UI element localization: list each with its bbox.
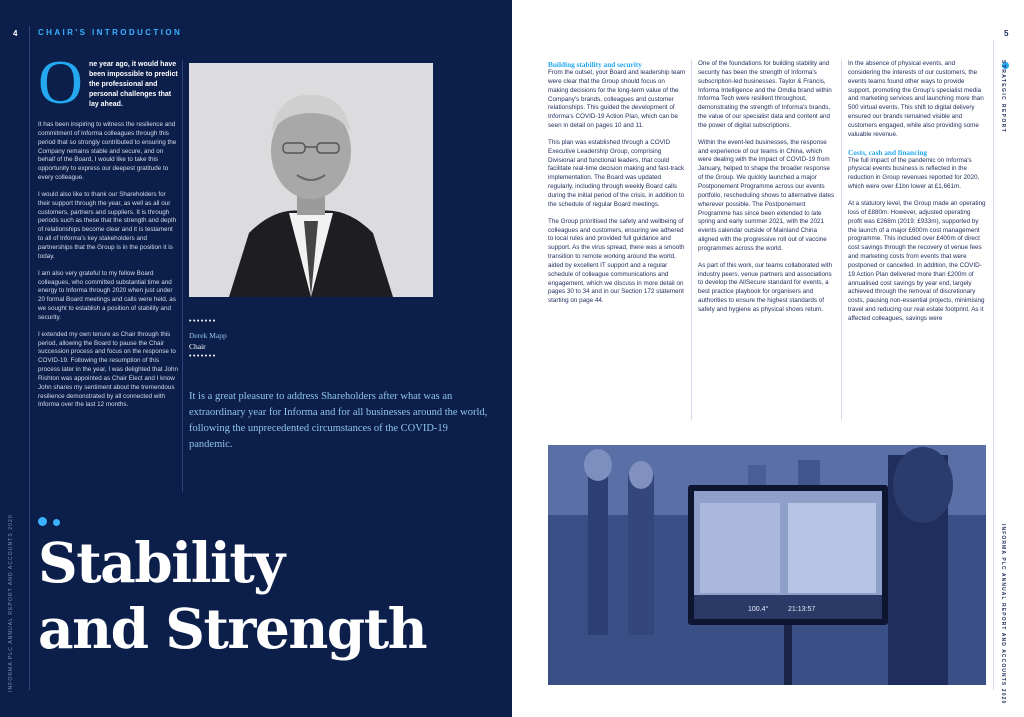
divider-dots: •••••••	[189, 318, 217, 325]
dot-icon	[38, 517, 47, 526]
page-number-right: 5	[1004, 29, 1009, 38]
section-heading: Building stability and security	[548, 60, 642, 69]
signatory-name: Derek Mapp	[189, 331, 227, 340]
page-number-left: 4	[13, 29, 18, 38]
chair-portrait-photo	[189, 63, 433, 297]
dot-icon	[53, 519, 60, 526]
right-margin-rule	[993, 40, 994, 690]
column-rule	[841, 60, 842, 420]
text-column-2	[698, 60, 836, 323]
paragraph: The Group prioritised the safety and wellbeing of colleagues and customers, ensuring we adhered to local rules and provided full guidance and support. As the virus spread, there was a smooth transition to remote working around the world, aided by excellent IT support and a regular schedule of colleague communications and engagement, which we discuss in more detail on pages 30 to 34 and in our Section 172 statement starting on page 44.	[548, 217, 685, 305]
paragraph: In the absence of physical events, and considering the interests of our customers, the events teams found other ways to provide support, promoting the Group's specialist media and marketing services and launching more than 500 virtual events. This shift to digital delivery ensured our brands remained visible and customers engaged, while also providing some valuable revenue.	[848, 60, 984, 138]
report-side-text-right: INFORMA PLC ANNUAL REPORT AND ACCOUNTS 2020	[1000, 524, 1006, 705]
portrait-illustration	[189, 63, 433, 297]
section-heading: Costs, cash and financing	[848, 147, 928, 157]
drop-cap: O	[38, 49, 83, 117]
paragraph: I would also like to thank our Shareholders for their support through the year, as well as all our customers, partners and suppliers. It is through periods such as these that the strength and depth of relationships become clear and it is testament to all of Informa's key stakeholders and partnerships that the Group is in the position it is today.	[38, 190, 177, 260]
paragraph: I am also very grateful to my fellow Board colleagues, who committed substantial time and energy to Informa through 2020 when just under 20 formal Board meetings and calls were held, as we sought to establish a position of stability and security.	[38, 269, 176, 321]
paragraph: One of the foundations for building stability and security has been the strength of Informa's subscription-led businesses. Taylor & Francis, Informa Intelligence and the Omdia brand within Informa Tech were resilient throughout, demonstrating the strength of Informa's brands, the value of our specialist data and content and the power of digital subscriptions.	[698, 60, 832, 129]
paragraph: As part of this work, our teams collaborated with industry peers, venue partners and associations to develop the AllSecure standard for events, a best practice playbook for organisers and authorities to ensure the highest standards of safety and hygiene as physical shows return.	[698, 261, 833, 313]
intro-text: ne year ago, it would have been impossible to predict the professional and personal challenges that lay ahead.	[89, 61, 178, 108]
paragraph: This plan was established through a COVID Executive Leadership Group, comprising Divisional and functional leaders, that could facilitate real-time decision making and fast-track implementation. The Board was updated regularly, including through weekly Board calls during the initial period of the crisis, in addition to the schedule of regular Board meetings.	[548, 138, 685, 208]
strategic-report-label: STRATEGIC REPORT	[1000, 60, 1006, 134]
left-margin-rule	[29, 26, 30, 690]
pull-quote: It is a great pleasure to address Shareholders after what was an extraordinary year for Informa and for all businesses around the world, following the unprecedented circumstances of the COVID-19 pandemic.	[189, 391, 488, 450]
decorative-dots	[38, 513, 60, 531]
screen-time-readout: 21:13:57	[788, 606, 816, 613]
paragraph: I extended my own tenure as Chair through this period, allowing the Board to pause the Chair succession process and focus on the response to COVID-19. Following the resumption of this process later in the year, I was delighted that John Rishton was appointed as Chair Elect and I know John shares my sentiment about the tremendous resilience demonstrated by all connected with Informa over the last 12 months.	[38, 330, 179, 409]
paragraph: It has been inspiring to witness the resilience and commitment of Informa colleagues through this period that so strongly contributed to ensuring the Company remains stable and secure, and on behalf of the Board, I would like to take this opportunity to express our deepest gratitude to every colleague.	[38, 121, 177, 182]
section-header: CHAIR'S INTRODUCTION	[38, 28, 183, 37]
title-line: and Strength	[38, 596, 427, 661]
page-title	[38, 530, 426, 662]
column-rule	[182, 60, 183, 492]
paragraph: From the outset, your Board and leadership team were clear that the Group should focus on making decisions for the long-term value of the Company's brands, colleagues and customer relationships. This guided the development of Informa's COVID-19 Action Plan, which can be seen in detail on pages 10 and 11.	[548, 69, 686, 130]
signatory-role: Chair	[189, 342, 206, 351]
report-side-text: INFORMA PLC ANNUAL REPORT AND ACCOUNTS 2020	[8, 514, 14, 692]
thermal-screening-illustration	[548, 445, 986, 685]
screen-temp-readout: 100.4°	[748, 606, 769, 613]
text-column-1	[548, 60, 686, 314]
divider-dots: •••••••	[189, 353, 217, 360]
paragraph: The full impact of the pandemic on Informa's physical events business is reflected in the reduction in Group revenues reported for 2020, which were over £1bn lower at £1,661m.	[848, 156, 980, 191]
paragraph: Within the event-led businesses, the response and experience of our teams in China, which were dealing with the impact of COVID-19 from January, helped to shape the broader response of the Group. We quickly launched a major Postponement Programme across our events portfolio, rescheduling shows to alternative dates wherever possible. The Postponement Programme has since been extended to late spring and early summer 2021, with the 2021 events calendar outside of Mainland China aligned with the progressive roll out of vaccine programmes across the world.	[698, 138, 835, 252]
signatory	[189, 330, 227, 352]
event-screening-photo	[548, 445, 986, 685]
title-line: Stability	[38, 530, 284, 595]
text-column-3	[848, 60, 986, 332]
paragraph: At a statutory level, the Group made an operating loss of £880m. However, adjusted operating profit was £268m (2019: £933m), supported by the launch of a major £600m cost management programme. This included over £400m of direct cost savings through the recovery of venue fees and marketing costs from events that were postponed or cancelled. In addition, the COVID-19 Action Plan delivered more than £200m of annualised cost savings by year end, largely achieved through the removal of discretionary costs, pausing non-essential projects, minimising travel and reducing our real estate footprint. As it affected colleagues, savings were	[848, 199, 986, 322]
body-column-left	[38, 121, 178, 418]
column-rule	[691, 60, 692, 420]
